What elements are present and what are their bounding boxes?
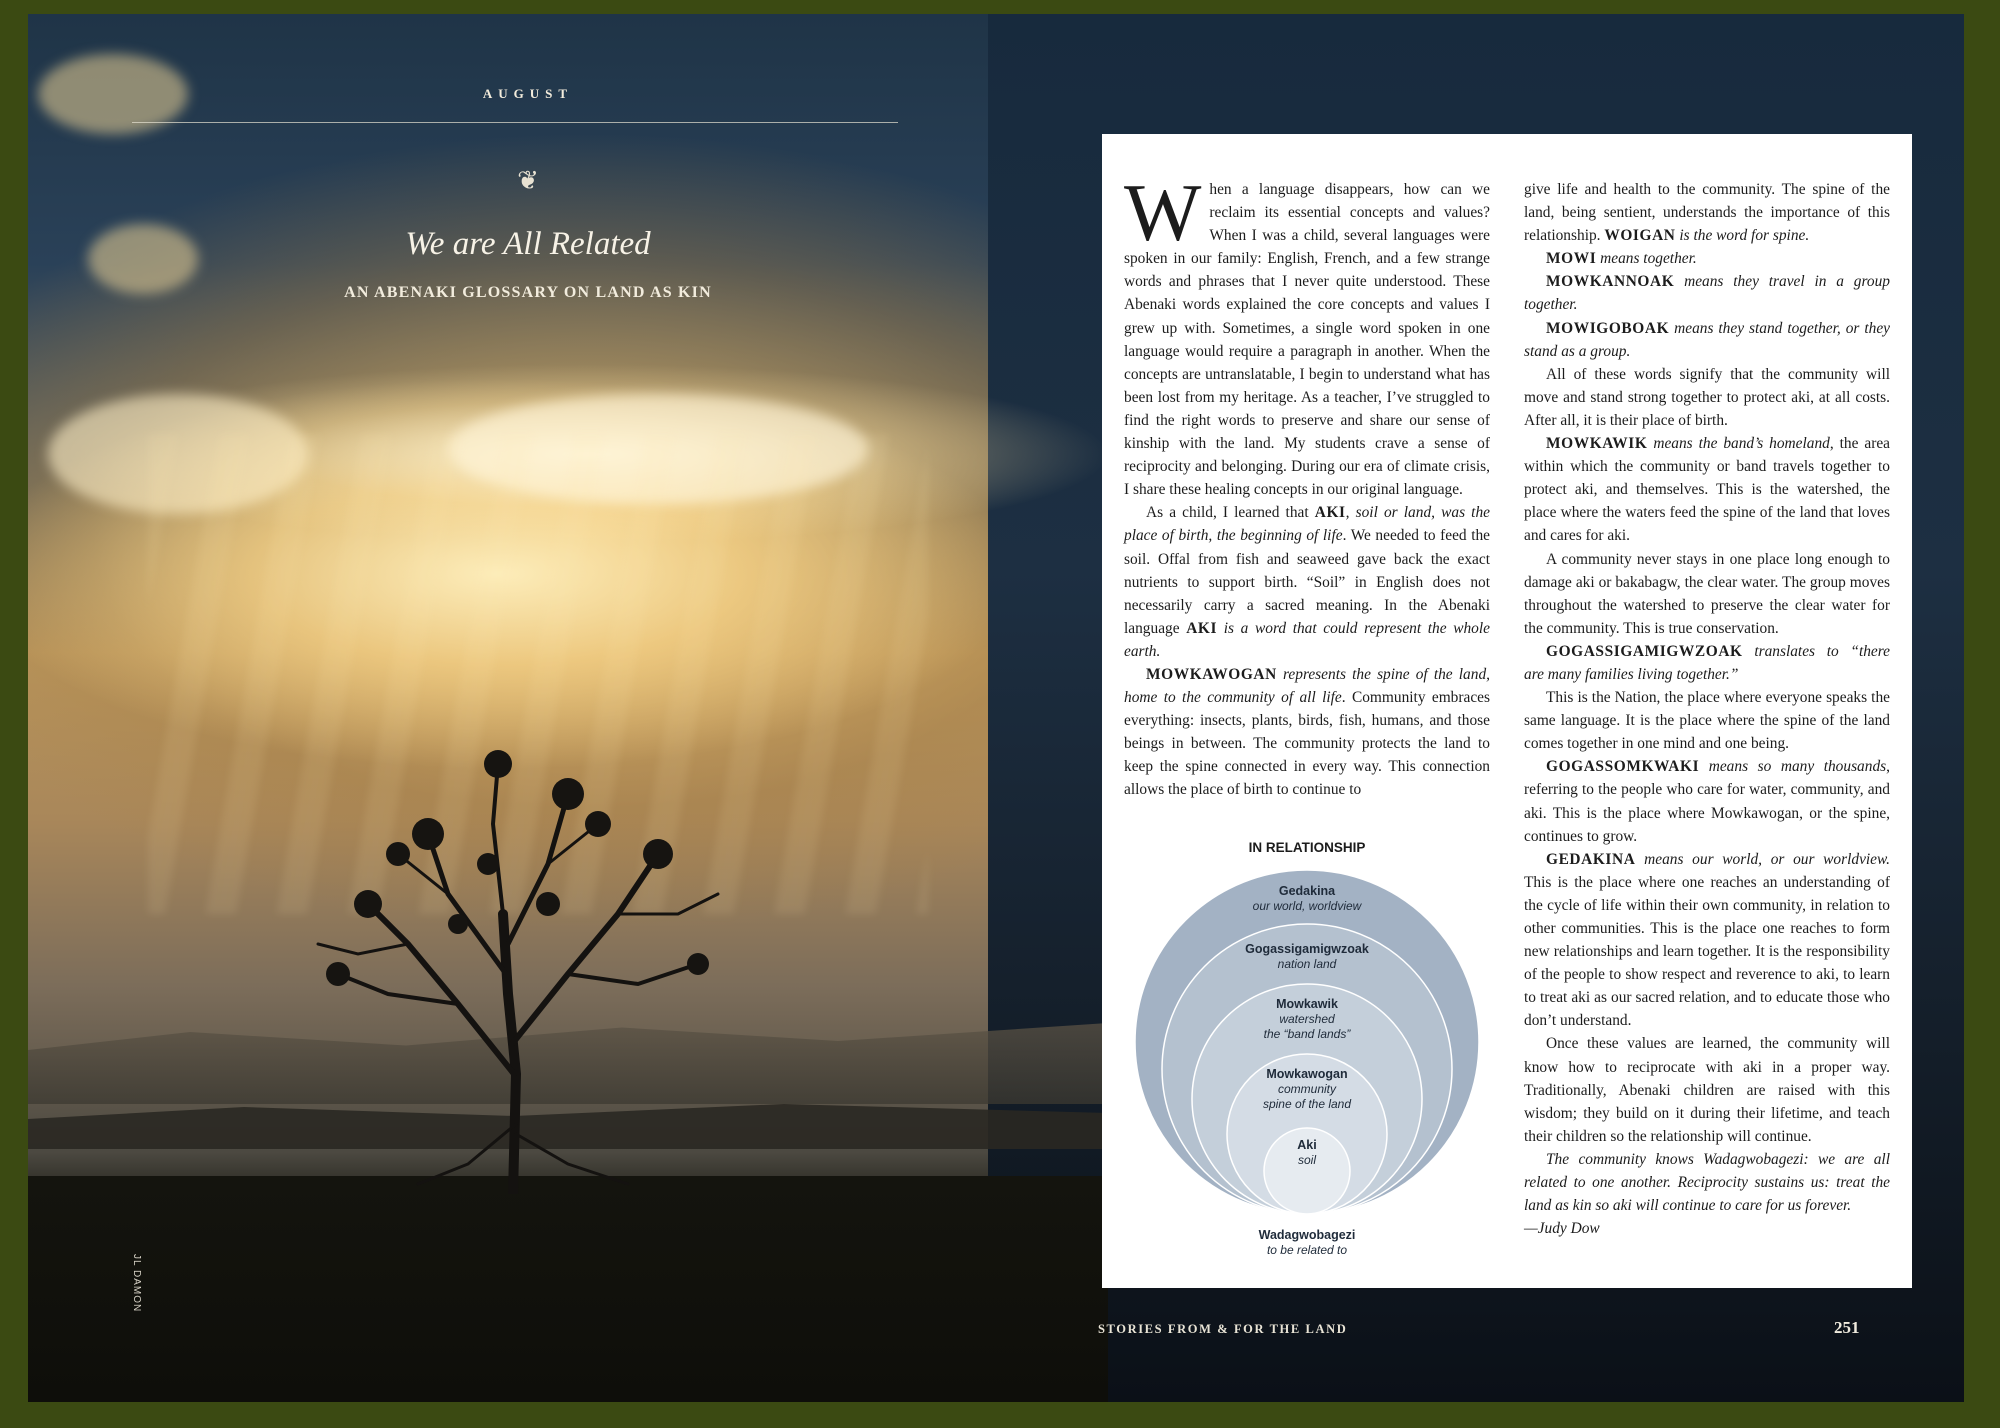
paragraph: MOWI means together. — [1546, 250, 1697, 268]
paragraph: MOWKAWOGAN represents the spine of the land, home to the community of all life. Community embraces everything: insects, plants, birds, fish, humans, and those beings in between. The community protects the land to keep the spine connected in every way. This connection allows the place of birth to continue to — [1124, 665, 1490, 799]
magazine-spread — [28, 14, 1964, 1402]
ring-label-mowkawik: Mowkawik watershed the “band lands” — [1263, 997, 1351, 1041]
photo-credit: JL DAMON — [131, 1254, 142, 1313]
paragraph: As a child, I learned that AKI, soil or land, was the place of birth, the beginning of life. We needed to feed the soil. Offal from fish and seaweed gave back the exact nutrients to support birth. “Soil” in English does not necessarily carry a sacred meaning. In the Abenaki language AKI is a word that could represent the whole earth. — [1124, 504, 1490, 660]
paragraph: give life and health to the community. The spine of the land, being sentient, understands the importance of this relationship. WOIGAN is the word for spine. — [1524, 181, 1890, 245]
page-number: 251 — [1834, 1318, 1860, 1337]
paragraph: MOWIGOBOAK means they stand together, or they stand as a group. — [1524, 319, 1890, 360]
month-label: AUGUST — [482, 86, 574, 101]
article-subtitle: AN ABENAKI GLOSSARY ON LAND AS KIN — [344, 284, 712, 301]
paragraph: GEDAKINA means our world, or our worldview. This is the place where one reaches an understanding of the cycle of life within their own community, in relation to other communities. This is the place one reaches to form new relationships and learn together. It is the responsibility of the people to show respect and reverence to aki, to learn to treat aki as our sacred relation, and to educate those who don’t understand. — [1524, 850, 1890, 1030]
ring-label-aki: Aki soil — [1297, 1138, 1317, 1167]
drop-cap: W — [1124, 167, 1202, 258]
paragraph: GOGASSIGAMIGWZOAK translates to “there are many families living together.” — [1524, 642, 1890, 683]
article-column-2 — [1524, 178, 1890, 1240]
ornament-icon: ❦ — [517, 166, 539, 195]
paragraph: MOWKAWIK means the band’s homeland, the area within which the community or band travels together to protect aki, and themselves. This is the watershed, the place where the waters feed the spine of the land that loves and cares for aki. — [1524, 435, 1890, 545]
header-rule — [132, 122, 898, 123]
diagram-caption: Wadagwobagezi to be related to — [1258, 1228, 1356, 1257]
left-page-header — [133, 86, 923, 301]
running-footer: STORIES FROM & FOR THE LAND — [1098, 1322, 1348, 1336]
ring-label-gedakina: Gedakina our world, worldview — [1252, 884, 1362, 913]
paragraph: A community never stays in one place long enough to damage aki or bakabagw, the clear water. The group moves throughout the watershed to preserve the clear water for the community. This is true conservation. — [1524, 550, 1890, 637]
relationship-diagram — [1124, 840, 1490, 1260]
concentric-circles — [1124, 862, 1490, 1242]
paragraph: This is the Nation, the place where everyone speaks the same language. It is the place where the spine of the land comes together in one mind and one being. — [1524, 689, 1890, 753]
closing-quote: The community knows Wadagwobagezi: we are all related to one another. Reciprocity sustains us: treat the land as kin so aki will continue to care for us forever. — [1524, 1150, 1890, 1215]
ring-label-gogassigamigwzoak: Gogassigamigwzoak nation land — [1245, 942, 1369, 971]
paragraph: Once these values are learned, the community will know how to reciprocate with aki in a proper way. Traditionally, Abenaki children are raised with this wisdom; they build on it during their lifetime, and teach their children so the relationship will continue. — [1524, 1035, 1890, 1145]
ring-label-mowkawogan: Mowkawogan community spine of the land — [1262, 1067, 1352, 1111]
article-column-1 — [1124, 167, 1490, 802]
article-title: We are All Related — [405, 226, 651, 262]
paragraph: When a language disappears, how can we reclaim its essential concepts and values? When I was a child, several languages were spoken in our family: English, French, and a few strange words and phrases that I never quite understood. These Abenaki words explained the core concepts and values I grew up with. Sometimes, a single word spoken in one language would require a paragraph in another. When the concepts are untranslatable, I begin to understand what has been lost from my heritage. As a teacher, I’ve struggled to find the right words to preserve and share our sense of kinship with the land. My students crave a sense of reciprocity and belonging. During our era of climate crisis, I share these healing concepts in our original language. — [1124, 167, 1490, 499]
article-panel — [1102, 134, 1912, 1288]
dark-field — [28, 1176, 1108, 1402]
diagram-title: IN RELATIONSHIP — [1248, 840, 1366, 855]
paragraph: All of these words signify that the community will move and stand strong together to protect aki, at all costs. After all, it is their place of birth. — [1524, 365, 1890, 429]
paragraph: MOWKANNOAK means they travel in a group together. — [1524, 273, 1890, 314]
tree-silhouette — [298, 744, 738, 1194]
author-signature: —Judy Dow — [1524, 1220, 1600, 1238]
paragraph: GOGASSOMKWAKI means so many thousands, referring to the people who care for water, community, and aki. This is the place where Mowkawogan, or the spine, continues to grow. — [1524, 758, 1890, 845]
